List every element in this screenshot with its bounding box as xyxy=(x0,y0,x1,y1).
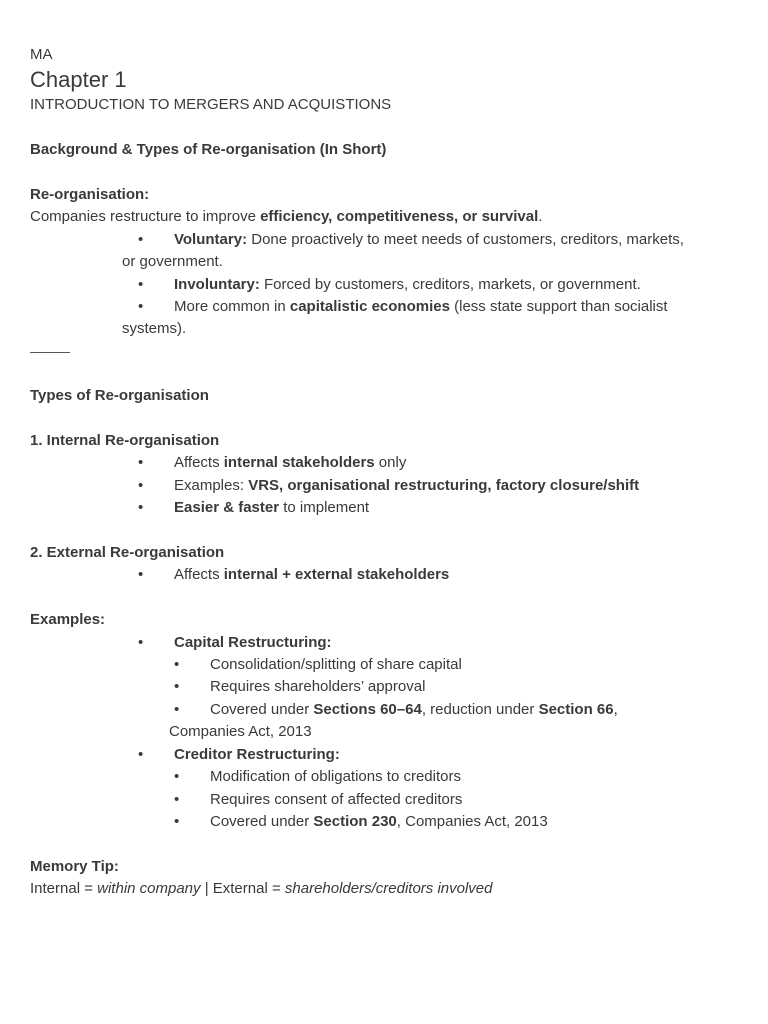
background-heading: Background & Types of Re-organisation (In Short) xyxy=(30,141,387,159)
bullet-icon: • xyxy=(174,678,180,696)
bullet-icon: • xyxy=(138,633,144,651)
list-item: • Covered under Section 230, Companies Act, 2013 xyxy=(30,811,750,833)
bullet-icon: • xyxy=(138,454,144,472)
external-heading: 2. External Re-organisation xyxy=(30,544,225,562)
section-divider xyxy=(30,352,70,353)
list-item: • Modification of obligations to creditors xyxy=(30,766,750,788)
list-item: • More common in capitalistic economies (less state support than socialist systems). xyxy=(122,298,668,338)
bullet-icon: • xyxy=(138,298,144,316)
list-item: • Easier & faster to implement xyxy=(30,497,750,519)
internal-heading: 1. Internal Re-organisation xyxy=(30,432,220,450)
reorg-label: Re-organisation: xyxy=(30,186,150,203)
bullet-icon: • xyxy=(174,700,180,718)
memory-tip-heading: Memory Tip: xyxy=(30,857,119,875)
list-item: • Capital Restructuring: xyxy=(30,632,750,654)
list-item: • Requires consent of affected creditors xyxy=(30,789,750,811)
chapter-title: Chapter 1 xyxy=(30,67,127,93)
bullet-icon: • xyxy=(174,768,180,786)
bullet-icon: • xyxy=(138,566,144,584)
bullet-icon: • xyxy=(174,656,180,674)
list-item: • Examples: VRS, organisational restructuring, factory closure/shift xyxy=(30,475,750,497)
list-item: • Involuntary: Forced by customers, creditors, markets, or government. xyxy=(30,274,750,296)
list-item: • Consolidation/splitting of share capital xyxy=(30,654,750,676)
bullet-icon: • xyxy=(138,745,144,763)
examples-heading: Examples: xyxy=(30,611,106,629)
chapter-subtitle: INTRODUCTION TO MERGERS AND ACQUISTIONS xyxy=(30,96,392,114)
bullet-icon: • xyxy=(174,790,180,808)
reorg-intro: Companies restructure to improve efficiency, competitiveness, or survival. xyxy=(30,208,543,226)
bullet-icon: • xyxy=(138,499,144,517)
list-item: • Requires shareholders’ approval xyxy=(30,676,750,698)
bullet-icon: • xyxy=(174,812,180,830)
list-item: • Affects internal + external stakeholders xyxy=(30,564,750,586)
subject-label: MA xyxy=(30,46,53,63)
list-item: • Voluntary: Done proactively to meet needs of customers, creditors, markets, or government. xyxy=(122,230,684,271)
types-heading: Types of Re-organisation xyxy=(30,387,209,405)
list-item: • Creditor Restructuring: xyxy=(30,744,750,766)
list-item: • Covered under Sections 60–64, reduction under Section 66, Companies Act, 2013 xyxy=(169,700,618,741)
memory-tip-text: Internal = within company | External = shareholders/creditors involved xyxy=(30,880,493,898)
bullet-icon: • xyxy=(138,230,144,248)
document-page xyxy=(30,44,750,901)
bullet-icon: • xyxy=(138,275,144,293)
list-item: • Affects internal stakeholders only xyxy=(30,452,750,474)
bullet-icon: • xyxy=(138,476,144,494)
